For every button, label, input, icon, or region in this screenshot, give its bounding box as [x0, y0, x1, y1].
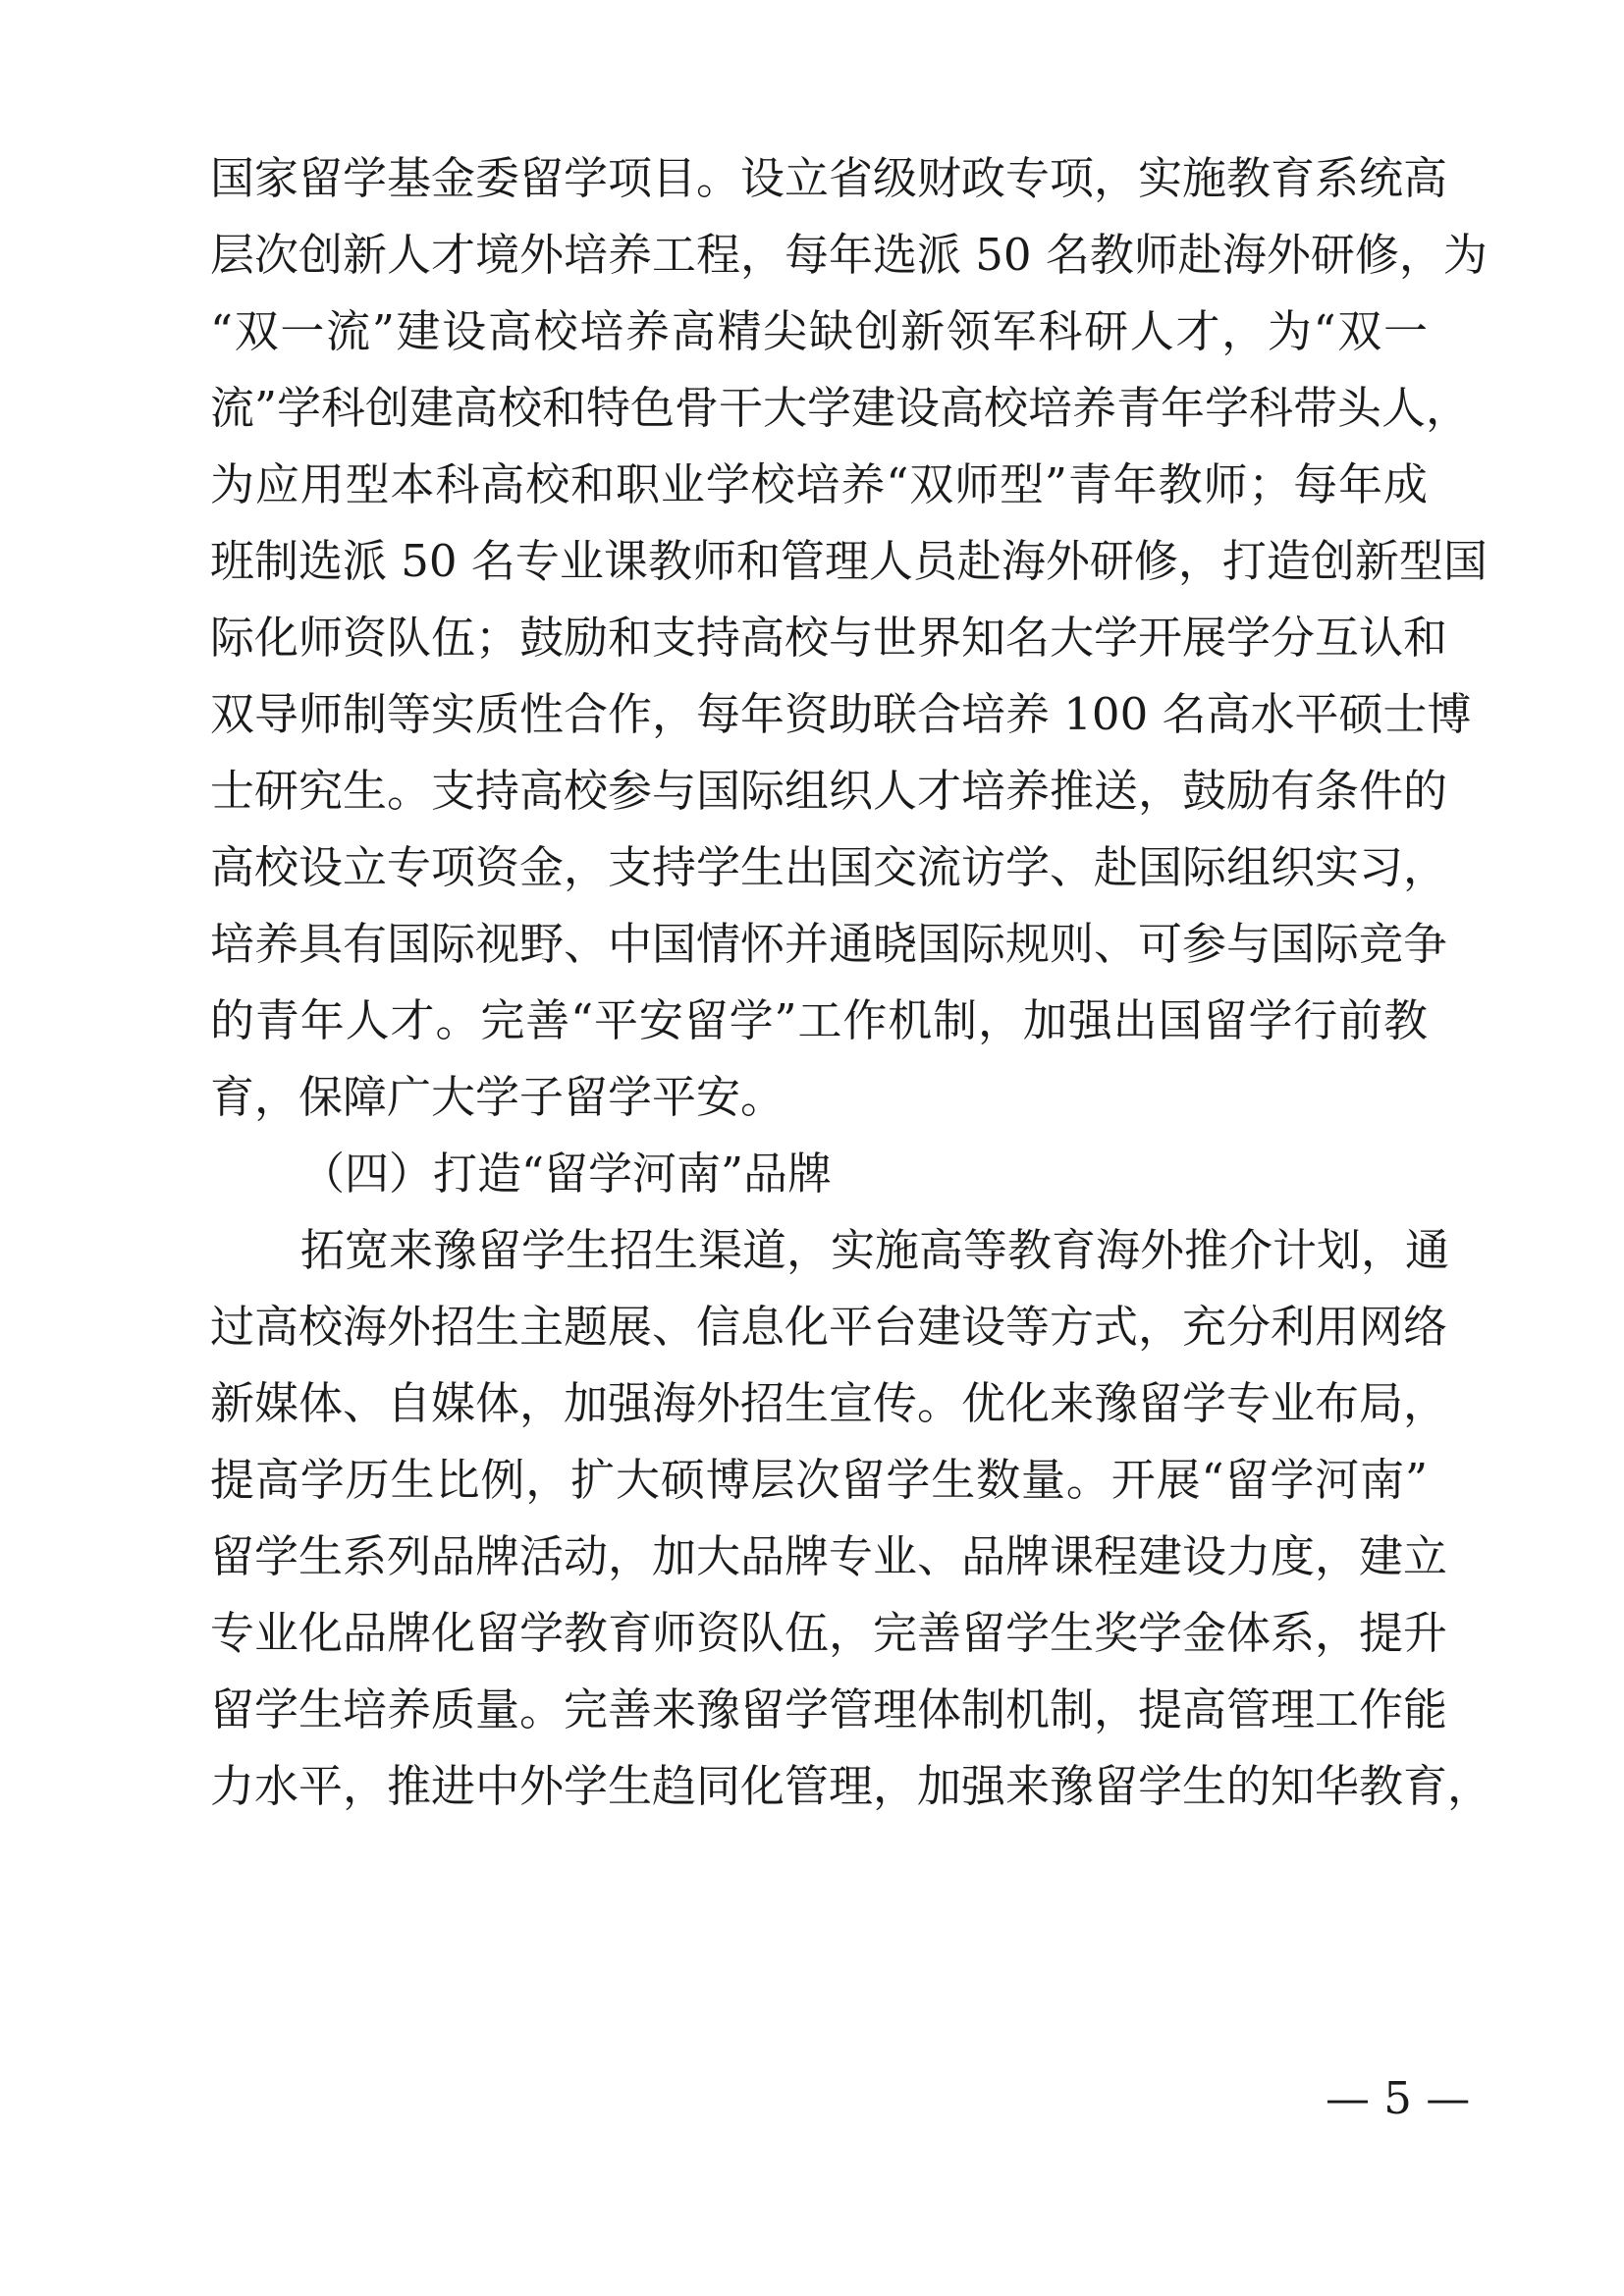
- text-line: 过高校海外招生主题展、信息化平台建设等方式，充分利用网络: [210, 1301, 1448, 1353]
- text-line: 的青年人才。完善“平安留学”工作机制，加强出国留学行前教: [210, 994, 1428, 1046]
- text-line: 拓宽来豫留学生招生渠道，实施高等教育海外推介计划，通: [300, 1224, 1450, 1276]
- text-line: 提高学历生比例，扩大硕博层次留学生数量。开展“留学河南”: [210, 1454, 1428, 1506]
- text-line: 双导师制等实质性合作，每年资助联合培养 100 名高水平硕士博: [210, 688, 1472, 740]
- text-line: 国家留学基金委留学项目。设立省级财政专项，实施教育系统高: [210, 152, 1448, 204]
- text-line: 培养具有国际视野、中国情怀并通晓国际规则、可参与国际竞争: [210, 918, 1448, 970]
- text-line: 流”学科创建高校和特色骨干大学建设高校培养青年学科带头人，: [210, 382, 1471, 434]
- text-line: 留学生系列品牌活动，加大品牌专业、品牌课程建设力度，建立: [210, 1530, 1448, 1582]
- text-line: 专业化品牌化留学教育师资队伍，完善留学生奖学金体系，提升: [210, 1607, 1448, 1659]
- text-line: 新媒体、自媒体，加强海外招生宣传。优化来豫留学专业布局，: [210, 1377, 1448, 1429]
- text-line: 班制选派 50 名专业课教师和管理人员赴海外研修，打造创新型国: [210, 535, 1488, 587]
- text-line: 际化师资队伍；鼓励和支持高校与世界知名大学开展学分互认和: [210, 612, 1448, 664]
- page-number: — 5 —: [1326, 2072, 1471, 2124]
- text-line: “双一流”建设高校培养高精尖缺创新领军科研人才，为“双一: [210, 305, 1428, 357]
- text-line: 层次创新人才境外培养工程，每年选派 50 名教师赴海外研修，为: [210, 229, 1488, 281]
- section-heading: （四）打造“留学河南”品牌: [300, 1148, 833, 1200]
- text-line: 留学生培养质量。完善来豫留学管理体制机制，提高管理工作能: [210, 1683, 1448, 1735]
- text-line: 士研究生。支持高校参与国际组织人才培养推送，鼓励有条件的: [210, 765, 1448, 817]
- text-line: 育，保障广大学子留学平安。: [210, 1071, 785, 1123]
- text-line: 高校设立专项资金，支持学生出国交流访学、赴国际组织实习，: [210, 841, 1448, 893]
- text-line: 为应用型本科高校和职业学校培养“双师型”青年教师；每年成: [210, 458, 1428, 510]
- text-line: 力水平，推进中外学生趋同化管理，加强来豫留学生的知华教育，: [210, 1760, 1492, 1812]
